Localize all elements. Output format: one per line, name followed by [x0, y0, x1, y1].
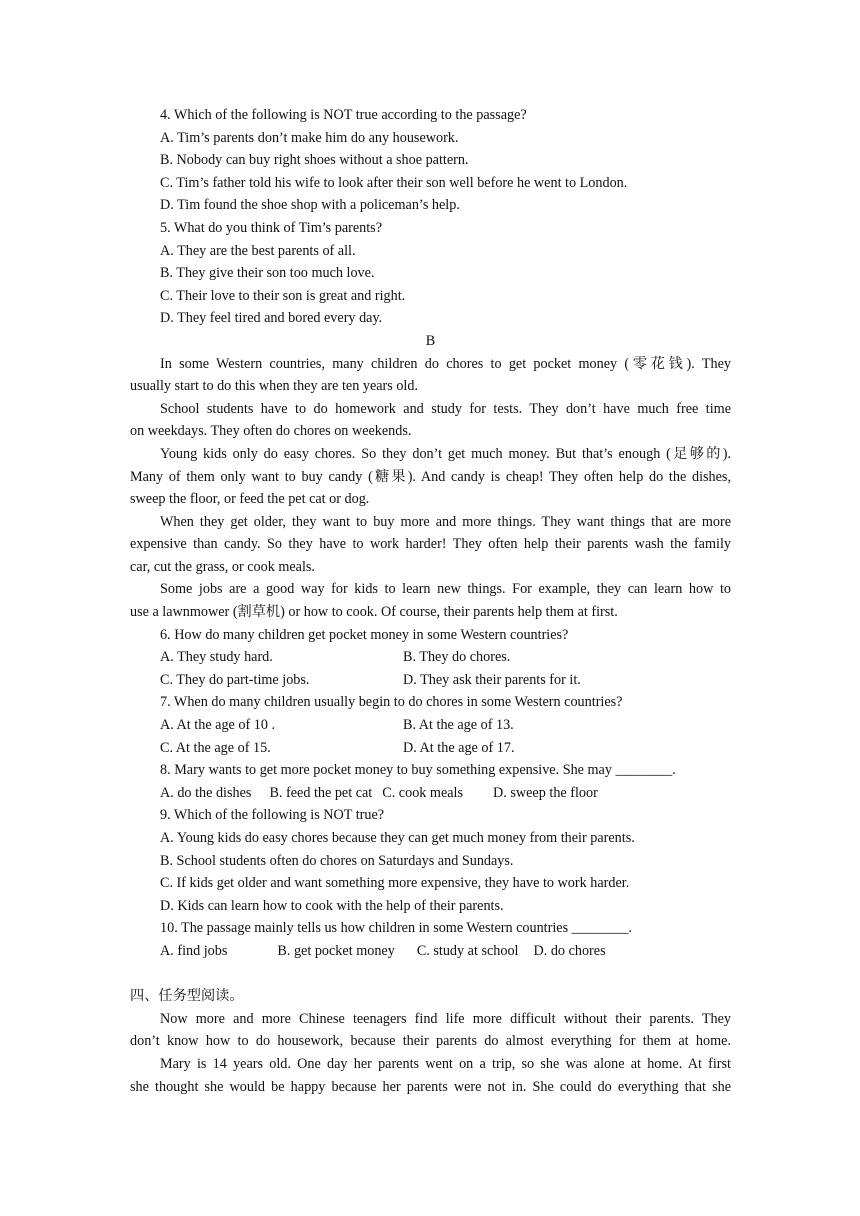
- passage-b-p4-line2: expensive than candy. So they have to work harder! They often help their parents wash the family: [130, 536, 731, 553]
- question-5: 5. What do you think of Tim’s parents?: [160, 219, 383, 236]
- q6-option-d: D. They ask their parents for it.: [403, 671, 581, 688]
- question-6: 6. How do many children get pocket money in some Western countries?: [160, 626, 569, 643]
- q9-option-c: C. If kids get older and want something more expensive, they have to work harder.: [160, 875, 630, 892]
- passage-b-p5-line2: use a lawnmower (割草机) or how to cook. Of course, their parents help them at first.: [130, 604, 618, 621]
- q8-option-a: A. do the dishes: [160, 784, 252, 801]
- question-9: 9. Which of the following is NOT true?: [160, 807, 385, 824]
- q7-option-d: D. At the age of 17.: [403, 739, 515, 756]
- q6-options-row2: [130, 669, 731, 692]
- passage-b-p3-line3: sweep the floor, or feed the pet cat or dog.: [130, 491, 370, 508]
- passage-b-p4-line1: When they get older, they want to buy more and more things. They want things that are more: [160, 513, 731, 530]
- section-4-p2-line1: Mary is 14 years old. One day her parents went on a trip, so she was alone at home. At first: [160, 1055, 731, 1072]
- q10-option-a: A. find jobs: [160, 942, 228, 959]
- q8-option-c: C. cook meals: [382, 784, 464, 801]
- q10-option-d: D. do chores: [533, 942, 606, 959]
- section-4-heading: 四、任务型阅读。: [130, 988, 244, 1005]
- section-4-p2-line2: she thought she would be happy because her parents were not in. She could do everything that she: [130, 1078, 731, 1095]
- q10-option-b: B. get pocket money: [277, 942, 395, 959]
- q4-option-d: D. Tim found the shoe shop with a policeman’s help.: [160, 197, 460, 214]
- q7-option-c: C. At the age of 15.: [160, 739, 271, 756]
- q9-option-a: A. Young kids do easy chores because they can get much money from their parents.: [160, 830, 635, 846]
- q6-option-c: C. They do part-time jobs.: [160, 671, 310, 688]
- q8-option-d: D. sweep the floor: [493, 784, 598, 801]
- q6-option-b: B. They do chores.: [403, 649, 511, 666]
- question-4: 4. Which of the following is NOT true according to the passage?: [160, 107, 527, 123]
- q6-option-a: A. They study hard.: [160, 649, 273, 666]
- passage-b-p1-line1: In some Western countries, many children do chores to get pocket money (零花钱). They: [160, 355, 731, 372]
- spacer: [130, 963, 731, 986]
- q10-options: [130, 940, 731, 963]
- q5-option-a: A. They are the best parents of all.: [160, 242, 356, 259]
- passage-b-p4-line3: car, cut the grass, or cook meals.: [130, 558, 315, 575]
- q8-options: [130, 782, 731, 805]
- passage-b-p3-line2: Many of them only want to buy candy (糖果). And candy is cheap! They often help do the dishes,: [130, 468, 731, 485]
- question-10: 10. The passage mainly tells us how children in some Western countries ________.: [160, 920, 632, 937]
- question-8: 8. Mary wants to get more pocket money to buy something expensive. She may ________.: [160, 762, 676, 779]
- q6-options-row1: [130, 646, 731, 669]
- q10-option-c: C. study at school: [416, 942, 519, 959]
- q4-option-a: A. Tim’s parents don’t make him do any housework.: [160, 129, 459, 146]
- q7-options-row2: [130, 737, 731, 760]
- section-4-p1-line1: Now more and more Chinese teenagers find life more difficult without their parents. They: [160, 1010, 731, 1027]
- passage-b-p1-line2: usually start to do this when they are ten years old.: [130, 378, 419, 395]
- passage-b-p5-line1: Some jobs are a good way for kids to learn new things. For example, they can learn how to: [160, 581, 731, 598]
- section-b-heading: B: [425, 332, 436, 349]
- q7-options-row1: [130, 714, 731, 737]
- q5-option-c: C. Their love to their son is great and right.: [160, 287, 406, 304]
- document-page: [130, 104, 731, 1098]
- q5-option-b: B. They give their son too much love.: [160, 265, 375, 282]
- q4-option-c: C. Tim’s father told his wife to look after their son well before he went to London.: [160, 174, 628, 191]
- section-4-p1-line2: don’t know how to do housework, because their parents do almost everything for them at home.: [130, 1033, 731, 1050]
- question-7: 7. When do many children usually begin to do chores in some Western countries?: [160, 694, 623, 711]
- passage-b-p2-line1: School students have to do homework and study for tests. They don’t have much free time: [160, 400, 731, 417]
- q5-option-d: D. They feel tired and bored every day.: [160, 310, 383, 327]
- q7-option-b: B. At the age of 13.: [403, 717, 514, 734]
- q7-option-a: A. At the age of 10 .: [160, 717, 276, 734]
- q9-option-d: D. Kids can learn how to cook with the help of their parents.: [160, 897, 504, 914]
- q4-option-b: B. Nobody can buy right shoes without a shoe pattern.: [160, 152, 469, 169]
- q8-option-b: B. feed the pet cat: [269, 784, 373, 801]
- passage-b-p3-line1: Young kids only do easy chores. So they don’t get much money. But that’s enough (足够的).: [160, 445, 731, 462]
- passage-b-p2-line2: on weekdays. They often do chores on weekends.: [130, 423, 412, 440]
- q9-option-b: B. School students often do chores on Saturdays and Sundays.: [160, 852, 514, 869]
